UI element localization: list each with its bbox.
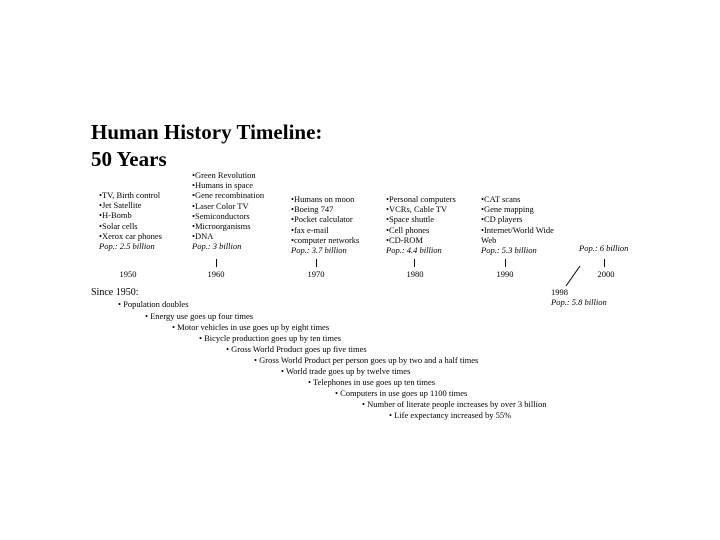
- list-item: •Humans on moon: [291, 194, 355, 204]
- since-heading: Since 1950:: [91, 287, 139, 298]
- population-label: Pop.: 3.7 billion: [291, 245, 347, 256]
- list-item: •Internet/World Wide: [481, 224, 554, 235]
- list-item: •computer networks: [291, 234, 360, 245]
- list-item: • Gross World Product goes up five times: [226, 344, 367, 354]
- list-item: •VCRs, Cable TV: [386, 204, 448, 215]
- year-label: 1980: [406, 269, 424, 279]
- list-item: • Gross World Product per person goes up by two and a half times: [254, 355, 479, 365]
- population-label-2000: Pop.: 6 billion: [579, 243, 629, 253]
- list-item: • Energy use goes up four times: [145, 311, 254, 321]
- list-item: •Semiconductors: [192, 210, 250, 221]
- list-item: • World trade goes up by twelve times: [281, 366, 411, 376]
- list-item: •Cell phones: [386, 224, 430, 235]
- list-item: •CD players: [481, 214, 523, 225]
- list-item: • Bicycle production goes up by ten times: [199, 333, 342, 343]
- title-line-1: Human History Timeline:: [91, 120, 323, 144]
- list-item: •Space shuttle: [386, 214, 435, 225]
- list-item: • Computers in use goes up 1100 times: [335, 388, 468, 398]
- list-item: •Pocket calculator: [291, 214, 353, 225]
- list-item: •Gene recombination: [192, 190, 265, 201]
- population-label: Pop.: 5.3 billion: [481, 245, 537, 256]
- list-item: •H-Bomb: [99, 210, 132, 221]
- list-item: • Motor vehicles in use goes up by eight times: [172, 322, 330, 332]
- title-line-2: 50 Years: [91, 147, 167, 171]
- year-label: 1970: [307, 269, 325, 279]
- list-item: •TV, Birth control: [99, 190, 161, 200]
- list-item: •Microorganisms: [192, 221, 251, 232]
- list-item: •Green Revolution: [192, 170, 256, 180]
- list-item: •CD-ROM: [386, 234, 423, 245]
- list-item: •fax e-mail: [291, 224, 329, 235]
- list-item: •DNA: [192, 231, 214, 242]
- list-item: • Number of literate people increases by over 3 billion: [362, 399, 547, 409]
- year-label: 1950: [119, 269, 137, 279]
- year-label: 1960: [207, 269, 225, 279]
- list-item: •Personal computers: [386, 194, 456, 204]
- list-item: • Telephones in use goes up ten times: [308, 377, 436, 387]
- list-item: • Population doubles: [118, 299, 189, 309]
- year-label: 1990: [496, 269, 514, 279]
- list-item: •Boeing 747: [291, 204, 334, 215]
- population-label: Pop.: 3 billion: [192, 241, 242, 252]
- list-item: •Laser Color TV: [192, 200, 249, 211]
- list-item: •Jet Satellite: [99, 200, 142, 211]
- population-label-1998: Pop.: 5.8 billion: [551, 297, 607, 307]
- list-item: •Solar cells: [99, 220, 138, 231]
- list-item: •CAT scans: [481, 194, 521, 204]
- list-item: •Xerox car phones: [99, 230, 162, 241]
- marker-line-1998: [566, 266, 580, 286]
- year-label-1998: 1998: [551, 287, 568, 297]
- list-item: •Gene mapping: [481, 204, 534, 215]
- year-label: 2000: [597, 269, 615, 279]
- population-label: Pop.: 4.4 billion: [386, 245, 442, 256]
- list-item: Web: [481, 234, 497, 245]
- list-item: • Life expectancy increased by 55%: [389, 410, 512, 420]
- list-item: •Humans in space: [192, 180, 254, 191]
- population-label: Pop.: 2.5 billion: [99, 241, 155, 252]
